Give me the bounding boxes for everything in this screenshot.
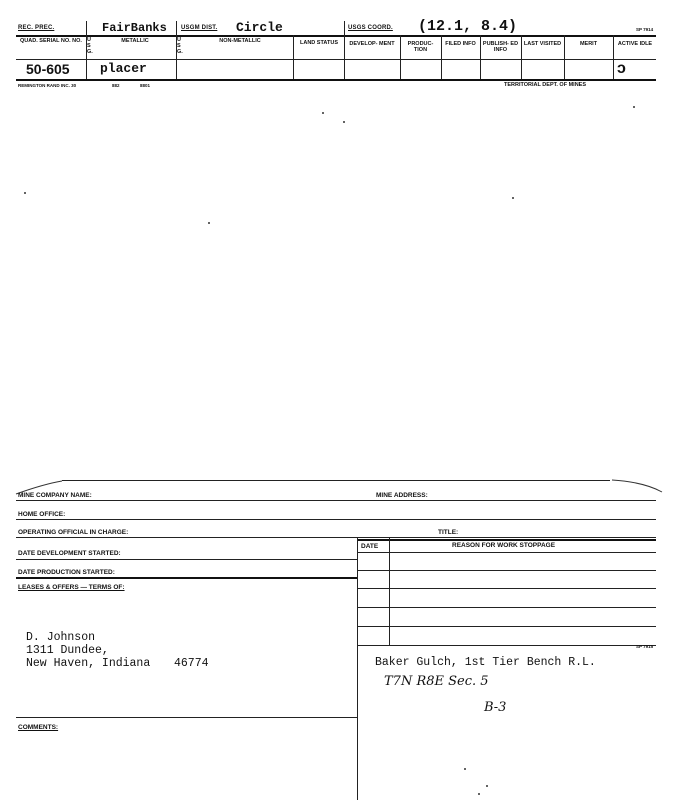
land-status-header: LAND STATUS — [300, 40, 338, 46]
usgm-dist-value: Circle — [236, 20, 283, 35]
scan-speck — [343, 121, 345, 123]
department-name: TERRITORIAL DEPT. OF MINES — [504, 82, 586, 88]
owner-zip: 46774 — [174, 657, 209, 670]
usgs-nonmetallic-header: U S G. — [177, 37, 183, 55]
date-production-started-label: DATE PRODUCTION STARTED: — [18, 569, 115, 576]
quad-serial-header: QUAD. SERIAL NO. NO. — [20, 38, 82, 44]
usgs-coord-label: USGS COORD. — [348, 25, 393, 31]
home-office-label: HOME OFFICE: — [18, 511, 66, 518]
rec-prec-label: REC. PREC. — [18, 25, 55, 31]
usgs-coord-value: (12.1, 8.4) — [418, 18, 518, 35]
rec-prec-value: FairBanks — [102, 21, 167, 35]
active-idle-header: ACTIVE IDLE — [617, 41, 653, 47]
rule — [357, 539, 656, 541]
owner-name: D. Johnson — [26, 631, 96, 644]
card-edge-curve — [14, 474, 674, 498]
rule — [16, 577, 358, 579]
metallic-value: placer — [100, 61, 147, 76]
rule — [16, 559, 358, 560]
rule — [357, 588, 656, 589]
column-divider — [389, 537, 390, 645]
reason-column-header: REASON FOR WORK STOPPAGE — [452, 542, 556, 549]
rule — [357, 607, 656, 608]
merit-header: MERIT — [579, 41, 598, 47]
rule — [16, 59, 656, 60]
scan-speck — [633, 106, 635, 108]
usgs-metallic-header: U S G. — [87, 37, 93, 55]
leases-offers-label: LEASES & OFFERS — TERMS OF: — [18, 584, 125, 591]
filed-info-header: FILED INFO — [445, 41, 476, 47]
usgm-dist-label: USGM DIST. — [181, 25, 218, 31]
scan-speck — [208, 222, 210, 224]
rule — [16, 79, 656, 81]
printer-number: 882 — [112, 83, 120, 88]
location-typed: Baker Gulch, 1st Tier Bench R.L. — [375, 656, 596, 669]
mine-address-label: MINE ADDRESS: — [376, 492, 428, 499]
date-development-started-label: DATE DEVELOPMENT STARTED: — [18, 550, 121, 557]
form-code: SP 7914 — [636, 27, 654, 32]
comments-label: COMMENTS: — [18, 724, 59, 731]
metallic-header: METALLIC — [121, 38, 149, 44]
rule — [16, 717, 358, 718]
printer-number: 8801 — [140, 83, 151, 88]
location-handwritten-township: T7N R8E Sec. 5 — [384, 674, 489, 689]
title-label: TITLE: — [438, 529, 459, 536]
date-column-header: DATE — [361, 543, 379, 550]
column-divider — [293, 35, 294, 79]
mine-company-name-label: MINE COMPANY NAME: — [18, 492, 92, 499]
column-divider — [344, 21, 345, 79]
rule — [16, 519, 656, 520]
development-header: DEVELOP- MENT — [349, 41, 395, 47]
rule — [357, 552, 656, 553]
scan-speck — [322, 112, 324, 114]
production-header: PRODUC- TION — [407, 41, 434, 53]
operating-official-label: OPERATING OFFICIAL IN CHARGE: — [18, 529, 129, 536]
rule — [16, 500, 656, 501]
scan-speck — [24, 192, 26, 194]
last-visited-header: LAST VISITED — [523, 41, 562, 47]
owner-city: New Haven, Indiana — [26, 657, 151, 670]
rule — [16, 537, 656, 538]
owner-street: 1311 Dundee, — [26, 644, 109, 657]
scan-speck — [486, 785, 488, 787]
rule — [357, 570, 656, 571]
printer-imprint: REMINGTON RAND INC. 30 — [18, 83, 77, 88]
published-info-header: PUBLISH- ED INFO — [482, 41, 519, 53]
non-metallic-header: NON-METALLIC — [219, 38, 261, 44]
location-handwritten-code: B-3 — [484, 700, 507, 715]
rule — [357, 626, 656, 627]
form-code: SP 7915 — [636, 644, 654, 649]
active-idle-mark: ↄ — [617, 60, 626, 77]
quad-serial-value: 50-605 — [26, 61, 70, 77]
scan-speck — [464, 768, 466, 770]
column-divider — [357, 537, 358, 800]
scan-speck — [478, 793, 480, 795]
scan-speck — [512, 197, 514, 199]
rule — [357, 645, 656, 646]
rule — [16, 35, 656, 37]
